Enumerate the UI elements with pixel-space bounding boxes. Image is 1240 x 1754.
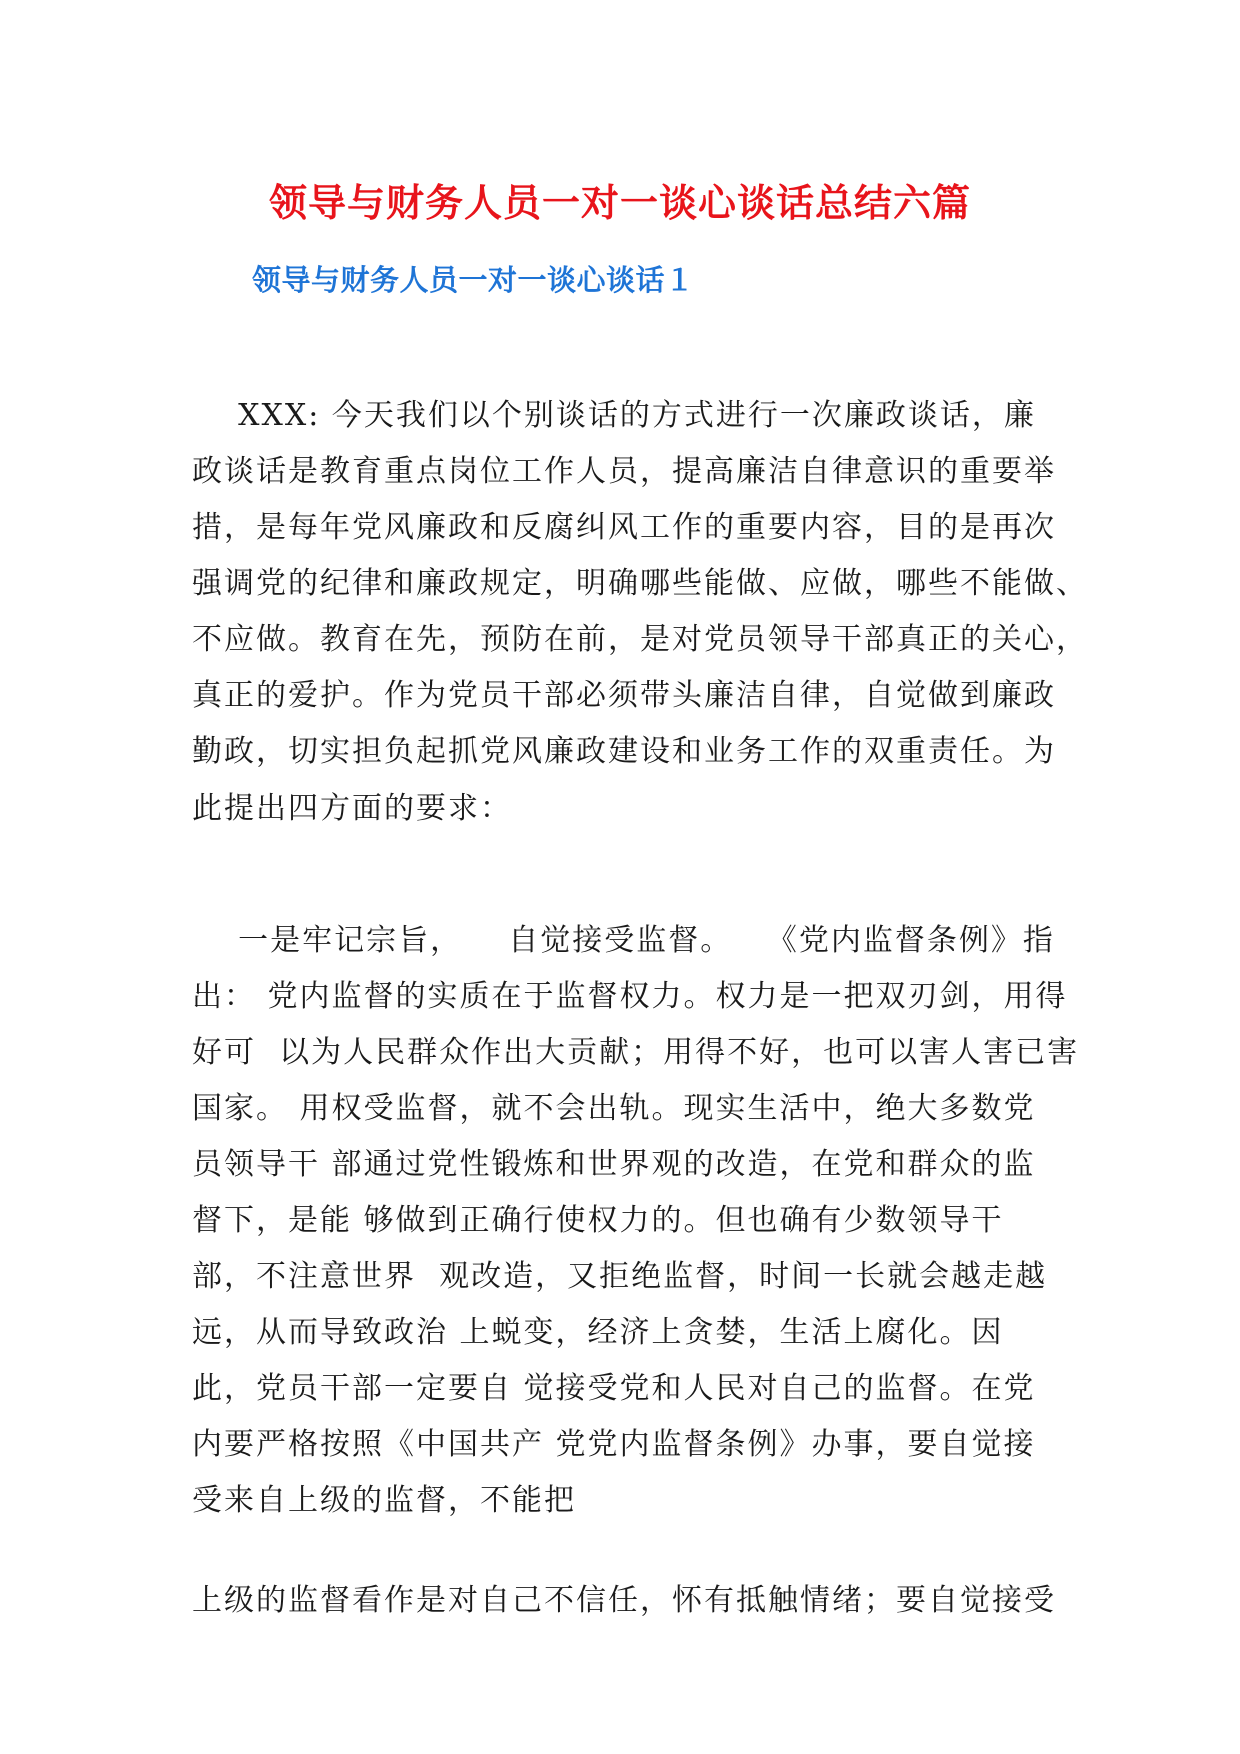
text-line: 内要严格按照《中国共产 党党内监督条例》办事，要自觉接 <box>192 1427 1036 1462</box>
text-line: 受来自上级的监督，不能把 <box>192 1483 576 1518</box>
text-line: 督下，是能 够做到正确行使权力的。但也确有少数领导干 <box>192 1203 1004 1238</box>
document-title: 领导与财务人员一对一谈心谈话总结六篇 <box>268 180 971 225</box>
text-line: 强调党的纪律和廉政规定，明确哪些能做、应做，哪些不能做、 <box>192 566 1088 601</box>
text-line: 不应做。教育在先，预防在前，是对党员领导干部真正的关心， <box>192 622 1088 657</box>
text-line: XXX: 今天我们以个别谈话的方式进行一次廉政谈话，廉 <box>192 398 1036 433</box>
text-line: 远，从而导致政治 上蜕变，经济上贪婪，生活上腐化。因 <box>192 1315 1004 1350</box>
text-line: 勤政，切实担负起抓党风廉政建设和业务工作的双重责任。为 <box>192 734 1056 769</box>
text-line: 政谈话是教育重点岗位工作人员，提高廉洁自律意识的重要举 <box>192 454 1056 489</box>
text-line: 国家。 用权受监督，就不会出轨。现实生活中，绝大多数党 <box>192 1091 1036 1126</box>
text-line: 此，党员干部一定要自 觉接受党和人民对自己的监督。在党 <box>192 1371 1036 1406</box>
text-line: 真正的爱护。作为党员干部必须带头廉洁自律，自觉做到廉政 <box>192 678 1056 713</box>
body-paragraph-2 <box>192 913 1080 1529</box>
body-paragraph-2-tail <box>192 1573 1058 1629</box>
section-heading: 领导与财务人员一对一谈心谈话１ <box>252 263 695 297</box>
text-line: 好可 以为人民群众作出大贡献；用得不好，也可以害人害已害 <box>192 1035 1080 1070</box>
text-line: 上级的监督看作是对自己不信任，怀有抵触情绪；要自觉接受 <box>192 1583 1056 1618</box>
text-line: 出： 党内监督的实质在于监督权力。权力是一把双刃剑，用得 <box>192 979 1068 1014</box>
text-line: 员领导干 部通过党性锻炼和世界观的改造，在党和群众的监 <box>192 1147 1036 1182</box>
text-line: 部，不注意世界 观改造，又拒绝监督，时间一长就会越走越 <box>192 1259 1048 1294</box>
body-paragraph-1-tail <box>192 781 1058 837</box>
body-paragraph-1 <box>192 388 1088 780</box>
text-line: 措，是每年党风廉政和反腐纠风工作的重要内容，目的是再次 <box>192 510 1056 545</box>
text-line: 一是牢记宗旨， 自觉接受监督。 《党内监督条例》指 <box>192 923 1055 958</box>
text-line: 此提出四方面的要求： <box>192 791 512 826</box>
